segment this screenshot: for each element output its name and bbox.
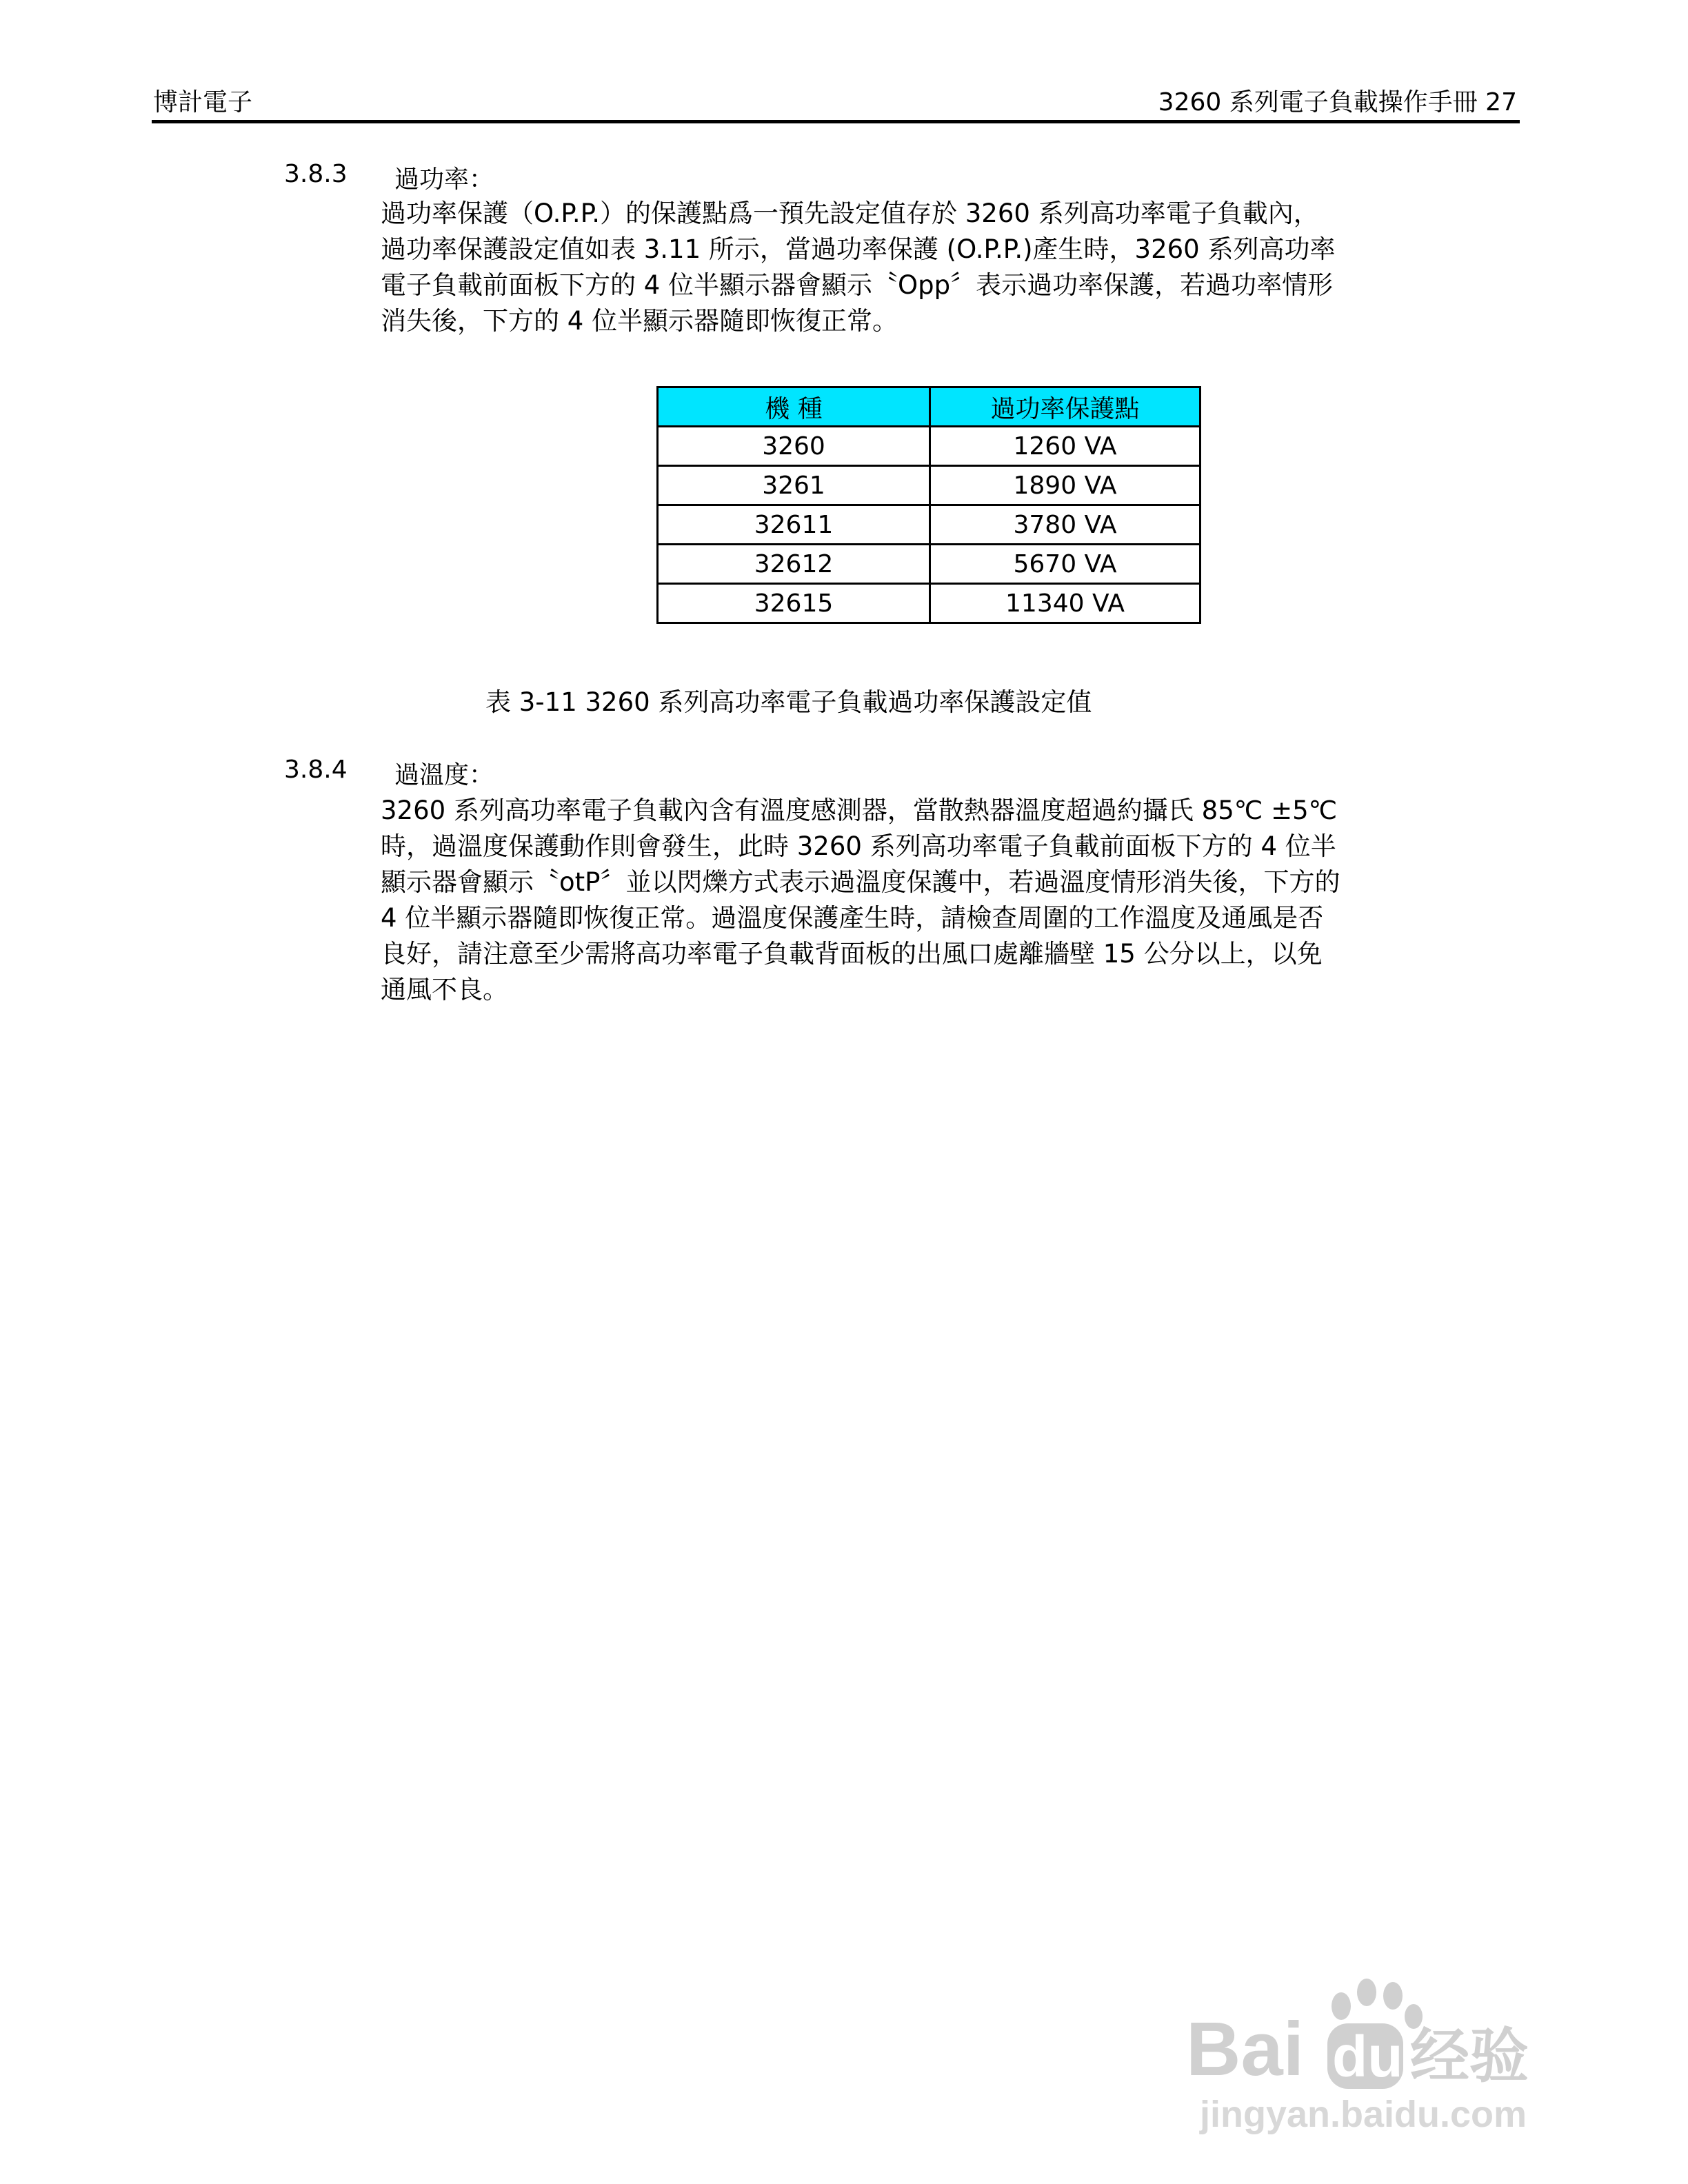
paragraph-line: 4 位半顯示器隨即恢復正常。過溫度保護產生時，請檢查周圍的工作溫度及通風是否 [381, 903, 1324, 933]
table-cell-opp: 3780 VA [930, 505, 1200, 545]
header-divider [152, 120, 1520, 123]
table-cell-model: 32611 [658, 505, 930, 545]
table-cell-opp: 11340 VA [930, 584, 1200, 623]
paragraph-line: 顯示器會顯示〝otP〞並以閃爍方式表示過溫度保護中，若過溫度情形消失後，下方的 [381, 867, 1340, 897]
table-cell-opp: 1890 VA [930, 466, 1200, 505]
section-384-paragraph [381, 793, 1525, 1008]
watermark-suffix: 经验 [1410, 2022, 1529, 2091]
watermark-brand-left: Bai [1186, 2007, 1305, 2092]
paragraph-line: 消失後，下方的 4 位半顯示器隨即恢復正常。 [381, 306, 898, 336]
table-cell-model: 32612 [658, 545, 930, 584]
paragraph-line: 過功率保護（O.P.P.）的保護點爲一預先設定值存於 3260 系列高功率電子負載內， [381, 199, 1319, 228]
section-383-paragraph [381, 196, 1525, 339]
table-row [658, 505, 1200, 545]
table-cell-model: 32615 [658, 584, 930, 623]
table-cell-opp: 1260 VA [930, 427, 1200, 466]
baidu-jingyan-watermark [1172, 1958, 1572, 2137]
table-cell-model: 3260 [658, 427, 930, 466]
paragraph-line: 電子負載前面板下方的 4 位半顯示器會顯示〝Opp〞表示過功率保護，若過功率情形 [381, 270, 1334, 300]
table-row [658, 427, 1200, 466]
watermark-url: jingyan.baidu.com [1200, 2094, 1527, 2135]
section-383-title: 過功率： [394, 165, 494, 194]
section-384-number: 3.8.4 [284, 756, 348, 784]
paragraph-line: 過功率保護設定值如表 3.11 所示，當過功率保護 (O.P.P.)產生時，3260 系列高功率 [381, 234, 1336, 264]
table-header-row [658, 387, 1200, 427]
table-cell-model: 3261 [658, 466, 930, 505]
section-384-title: 過溫度： [394, 761, 494, 789]
table-cell-opp: 5670 VA [930, 545, 1200, 584]
header-manual-title: 3260 系列電子負載操作手冊 27 [1158, 88, 1517, 117]
table-header-model: 機 種 [658, 387, 930, 427]
table-row [658, 545, 1200, 584]
paragraph-line: 時，過溫度保護動作則會發生，此時 3260 系列高功率電子負載前面板下方的 4 位半 [381, 831, 1336, 861]
paragraph-line: 良好，請注意至少需將高功率電子負載背面板的出風口處離牆壁 15 公分以上，以免 [381, 939, 1323, 969]
watermark-brand-right: du [1332, 2024, 1403, 2089]
table-caption: 表 3-11 3260 系列高功率電子負載過功率保護設定值 [485, 687, 1092, 717]
opp-table [656, 386, 1201, 624]
paragraph-line: 通風不良。 [381, 975, 508, 1004]
table-header-opp-point: 過功率保護點 [930, 387, 1200, 427]
section-383-number: 3.8.3 [284, 160, 348, 188]
header-company: 博計電子 [153, 88, 253, 117]
table-row [658, 466, 1200, 505]
table-row [658, 584, 1200, 623]
paragraph-line: 3260 系列高功率電子負載內含有溫度感測器，當散熱器溫度超過約攝氏 85℃ ±5℃ [381, 796, 1338, 825]
